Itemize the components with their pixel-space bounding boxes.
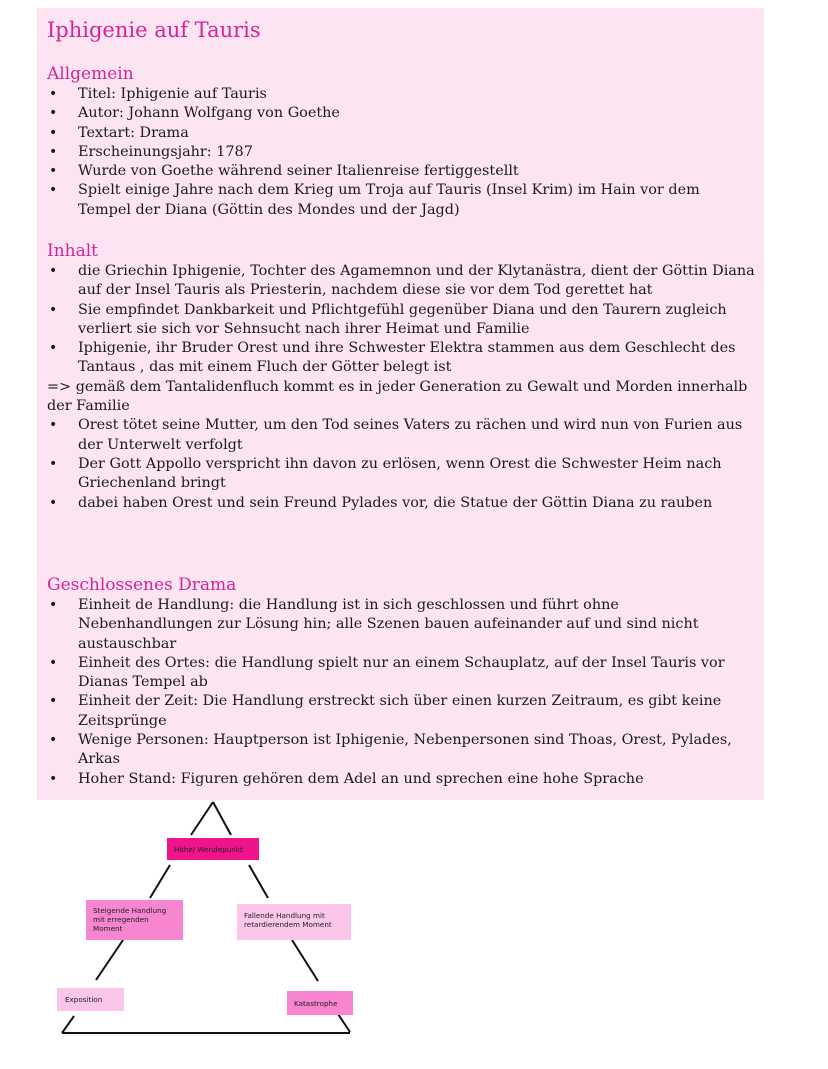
line-upper-left	[150, 865, 170, 898]
list-item: • Einheit des Ortes: die Handlung spielt nur an einem Schauplatz, auf der Insel Tauris vor Dianas Tempel ab	[47, 654, 757, 693]
section-heading: Allgemein	[47, 64, 134, 84]
section-inhalt	[47, 241, 757, 513]
bullet-list	[47, 416, 757, 512]
list-item: • die Griechin Iphigenie, Tochter des Agamemnon und der Klytanästra, dient der Göttin Diana auf der Insel Tauris als Priesterin, nachdem diese sie vor dem Tod gerettet hat	[47, 262, 757, 301]
list-item: • Einheit de Handlung: die Handlung ist in sich geschlossen und führt ohne Nebenhandlungen zur Lösung hin; alle Szenen bauen aufeinander auf und sind nicht austauschbar	[47, 596, 757, 654]
list-item: • Wenige Personen: Hauptperson ist Iphigenie, Nebenpersonen sind Thoas, Orest, Pylades, Arkas	[47, 731, 757, 770]
list-item: • Hoher Stand: Figuren gehören dem Adel an und sprechen eine hohe Sprache	[47, 770, 757, 789]
bullet-list	[47, 262, 757, 378]
list-item: • Sie empfindet Dankbarkeit und Pflichtgefühl gegenüber Diana und den Taurern zugleich verliert sie sich vor Sehnsucht nach ihrer Heimat und Familie	[47, 301, 757, 340]
bullet-list	[47, 596, 757, 789]
peak-box	[167, 838, 259, 860]
exposition-label: Exposition	[65, 995, 103, 1004]
peak-label: Höhe/ Wendepunkt	[174, 845, 243, 854]
exposition-box	[57, 988, 124, 1011]
line-base-right	[338, 1014, 350, 1032]
list-item: • Titel: Iphigenie auf Tauris	[47, 85, 757, 104]
list-item: • Autor: Johann Wolfgang von Goethe	[47, 104, 757, 123]
line-lower-left	[96, 940, 123, 980]
catastrophe-label: Katastrophe	[294, 999, 338, 1008]
section-heading: Inhalt	[47, 241, 99, 261]
list-item: • Textart: Drama	[47, 124, 757, 143]
section-heading: Geschlossenes Drama	[47, 575, 237, 595]
list-item: • Einheit der Zeit: Die Handlung erstreckt sich über einen kurzen Zeitraum, es gibt keine Zeitsprünge	[47, 692, 757, 731]
section-geschlossenes-drama	[47, 575, 757, 789]
line-lower-right	[292, 940, 318, 981]
list-item: • Orest tötet seine Mutter, um den Tod seines Vaters zu rächen und wird nun von Furien aus der Unterwelt verfolgt	[47, 416, 757, 455]
list-item: • dabei haben Orest und sein Freund Pylades vor, die Statue der Göttin Diana zu rauben	[47, 494, 757, 513]
line-peak-right	[213, 802, 231, 835]
rising-action-label: Steigende Handlung mit erregenden Moment	[93, 906, 167, 933]
list-item: • Erscheinungsjahr: 1787	[47, 143, 757, 162]
list-item: • Der Gott Appollo verspricht ihn davon zu erlösen, wenn Orest die Schwester Heim nach Griechenland bringt	[47, 455, 757, 494]
line-base-left	[62, 1016, 74, 1033]
list-item: • Spielt einige Jahre nach dem Krieg um Troja auf Tauris (Insel Krim) im Hain vor dem Tempel der Diana (Göttin des Mondes und der Jagd)	[47, 181, 757, 220]
rising-action-box	[86, 900, 183, 940]
line-upper-right	[249, 865, 268, 898]
freytag-pyramid	[0, 800, 420, 1069]
line-peak-left	[191, 802, 213, 835]
falling-action-label: Fallende Handlung mit retardierendem Moment	[244, 911, 332, 929]
curse-note: => gemäß dem Tantalidenfluch kommt es in jeder Generation zu Gewalt und Morden innerhalb der Familie	[47, 378, 748, 415]
list-item: • Iphigenie, ihr Bruder Orest und ihre Schwester Elektra stammen aus dem Geschlecht des Tantaus , das mit einem Fluch der Götter belegt ist	[47, 339, 757, 378]
falling-action-box	[237, 904, 351, 940]
summary-sheet	[37, 8, 764, 800]
catastrophe-box	[287, 991, 353, 1015]
section-allgemein	[47, 64, 757, 220]
bullet-list	[47, 85, 757, 220]
page-title: Iphigenie auf Tauris	[47, 18, 261, 42]
list-item: • Wurde von Goethe während seiner Italienreise fertiggestellt	[47, 162, 757, 181]
